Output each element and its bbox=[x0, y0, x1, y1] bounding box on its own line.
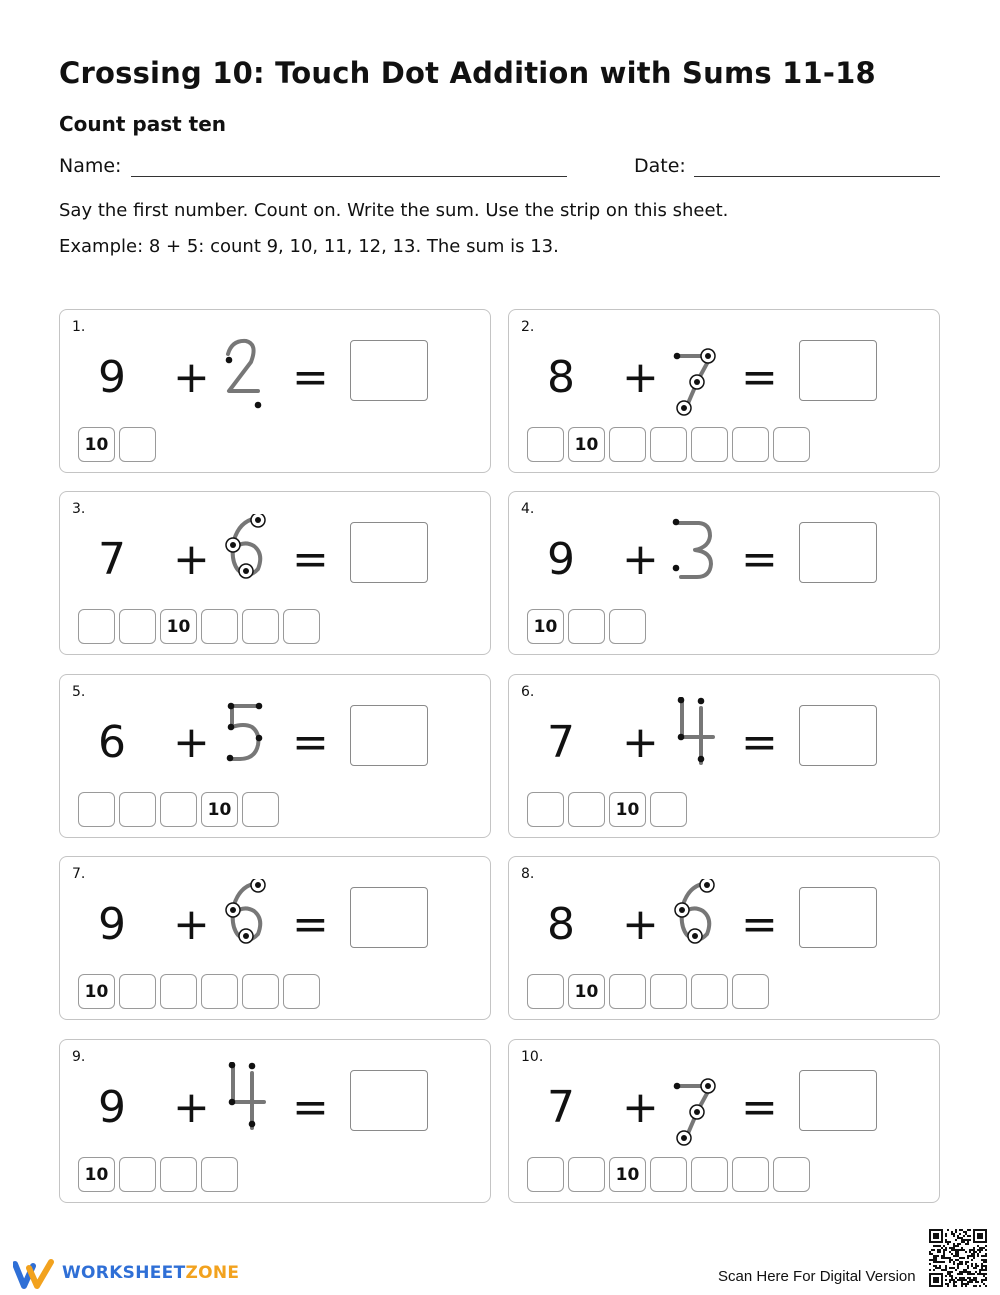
strip-box[interactable] bbox=[568, 1157, 605, 1192]
strip-box[interactable]: 10 bbox=[568, 427, 605, 462]
first-addend: 7 bbox=[547, 1082, 575, 1133]
brand-name bbox=[62, 1263, 239, 1283]
first-addend: 7 bbox=[547, 717, 575, 768]
equals-sign: = bbox=[292, 534, 329, 585]
plus-sign: + bbox=[622, 899, 659, 950]
problem-card bbox=[508, 674, 940, 838]
strip-box[interactable] bbox=[691, 974, 728, 1009]
worksheetzone-logo-icon bbox=[13, 1258, 55, 1292]
equals-sign: = bbox=[292, 899, 329, 950]
problem-card bbox=[59, 674, 491, 838]
problem-number: 5. bbox=[72, 684, 86, 700]
counting-strip bbox=[527, 427, 810, 462]
strip-box[interactable] bbox=[201, 974, 238, 1009]
strip-box[interactable] bbox=[773, 427, 810, 462]
strip-box[interactable]: 10 bbox=[568, 974, 605, 1009]
first-addend: 6 bbox=[98, 717, 126, 768]
problem-number: 1. bbox=[72, 319, 86, 335]
first-addend: 9 bbox=[98, 899, 126, 950]
date-label: Date: bbox=[634, 155, 686, 177]
equals-sign: = bbox=[741, 899, 778, 950]
plus-sign: + bbox=[173, 717, 210, 768]
strip-box[interactable] bbox=[527, 974, 564, 1009]
strip-box[interactable] bbox=[201, 1157, 238, 1192]
equals-sign: = bbox=[741, 1082, 778, 1133]
strip-box[interactable] bbox=[773, 1157, 810, 1192]
answer-box[interactable] bbox=[799, 340, 877, 401]
first-addend: 7 bbox=[98, 534, 126, 585]
strip-box[interactable]: 10 bbox=[609, 792, 646, 827]
problem-card bbox=[508, 1039, 940, 1203]
plus-sign: + bbox=[173, 899, 210, 950]
strip-box[interactable]: 10 bbox=[78, 1157, 115, 1192]
strip-box[interactable] bbox=[242, 792, 279, 827]
strip-box[interactable] bbox=[283, 609, 320, 644]
counting-strip bbox=[527, 609, 646, 644]
strip-box[interactable] bbox=[691, 427, 728, 462]
answer-box[interactable] bbox=[350, 887, 428, 948]
strip-box[interactable] bbox=[119, 1157, 156, 1192]
counting-strip bbox=[78, 1157, 238, 1192]
problem-card bbox=[59, 491, 491, 655]
example-text: Example: 8 + 5: count 9, 10, 11, 12, 13. The sum is 13. bbox=[59, 236, 559, 257]
strip-box[interactable] bbox=[732, 974, 769, 1009]
answer-box[interactable] bbox=[799, 887, 877, 948]
first-addend: 9 bbox=[98, 352, 126, 403]
strip-box[interactable] bbox=[201, 609, 238, 644]
strip-box[interactable] bbox=[119, 427, 156, 462]
plus-sign: + bbox=[622, 352, 659, 403]
answer-box[interactable] bbox=[799, 705, 877, 766]
problem-card bbox=[508, 309, 940, 473]
strip-box[interactable] bbox=[527, 792, 564, 827]
plus-sign: + bbox=[173, 1082, 210, 1133]
strip-box[interactable] bbox=[119, 974, 156, 1009]
touch-dot-digit-6 bbox=[220, 879, 276, 963]
strip-box[interactable]: 10 bbox=[78, 974, 115, 1009]
problem-card bbox=[59, 1039, 491, 1203]
equals-sign: = bbox=[741, 717, 778, 768]
strip-box[interactable] bbox=[527, 1157, 564, 1192]
first-addend: 8 bbox=[547, 352, 575, 403]
strip-box[interactable] bbox=[650, 974, 687, 1009]
answer-box[interactable] bbox=[799, 522, 877, 583]
counting-strip bbox=[78, 792, 279, 827]
plus-sign: + bbox=[173, 534, 210, 585]
answer-box[interactable] bbox=[799, 1070, 877, 1131]
strip-box[interactable] bbox=[568, 609, 605, 644]
problem-number: 4. bbox=[521, 501, 535, 517]
strip-box[interactable] bbox=[78, 609, 115, 644]
plus-sign: + bbox=[622, 534, 659, 585]
brand-part-1: WORKSHEET bbox=[62, 1263, 186, 1283]
strip-box[interactable] bbox=[691, 1157, 728, 1192]
strip-box[interactable] bbox=[160, 792, 197, 827]
touch-dot-digit-2 bbox=[220, 332, 276, 416]
strip-box[interactable] bbox=[283, 974, 320, 1009]
problem-number: 7. bbox=[72, 866, 86, 882]
problem-card bbox=[59, 856, 491, 1020]
problem-card bbox=[508, 491, 940, 655]
equals-sign: = bbox=[292, 717, 329, 768]
strip-box[interactable] bbox=[119, 609, 156, 644]
strip-box[interactable] bbox=[732, 427, 769, 462]
name-label: Name: bbox=[59, 155, 122, 177]
strip-box[interactable] bbox=[160, 1157, 197, 1192]
first-addend: 9 bbox=[547, 534, 575, 585]
date-line[interactable] bbox=[694, 176, 940, 177]
problem-card bbox=[59, 309, 491, 473]
name-line[interactable] bbox=[131, 176, 567, 177]
touch-dot-digit-7 bbox=[669, 332, 725, 416]
strip-box[interactable] bbox=[609, 427, 646, 462]
answer-box[interactable] bbox=[350, 340, 428, 401]
strip-box[interactable] bbox=[160, 974, 197, 1009]
strip-box[interactable] bbox=[568, 792, 605, 827]
strip-box[interactable] bbox=[78, 792, 115, 827]
problem-number: 3. bbox=[72, 501, 86, 517]
strip-box[interactable] bbox=[527, 427, 564, 462]
strip-box[interactable] bbox=[650, 1157, 687, 1192]
counting-strip bbox=[527, 792, 687, 827]
worksheet-title: Crossing 10: Touch Dot Addition with Sums 11-18 bbox=[59, 56, 876, 90]
touch-dot-digit-5 bbox=[220, 697, 276, 781]
counting-strip bbox=[527, 974, 769, 1009]
scan-text: Scan Here For Digital Version bbox=[718, 1268, 916, 1285]
touch-dot-digit-6 bbox=[669, 879, 725, 963]
strip-box[interactable] bbox=[650, 427, 687, 462]
strip-box[interactable] bbox=[732, 1157, 769, 1192]
answer-box[interactable] bbox=[350, 1070, 428, 1131]
strip-box[interactable]: 10 bbox=[527, 609, 564, 644]
problem-card bbox=[508, 856, 940, 1020]
plus-sign: + bbox=[622, 1082, 659, 1133]
first-addend: 9 bbox=[98, 1082, 126, 1133]
touch-dot-digit-6 bbox=[220, 514, 276, 598]
answer-box[interactable] bbox=[350, 705, 428, 766]
touch-dot-digit-7 bbox=[669, 1062, 725, 1146]
instruction-text: Say the first number. Count on. Write the sum. Use the strip on this sheet. bbox=[59, 200, 729, 221]
counting-strip bbox=[78, 609, 320, 644]
counting-strip bbox=[78, 974, 320, 1009]
equals-sign: = bbox=[292, 352, 329, 403]
strip-box[interactable] bbox=[119, 792, 156, 827]
plus-sign: + bbox=[173, 352, 210, 403]
equals-sign: = bbox=[741, 352, 778, 403]
strip-box[interactable]: 10 bbox=[201, 792, 238, 827]
strip-box[interactable]: 10 bbox=[160, 609, 197, 644]
strip-box[interactable] bbox=[242, 974, 279, 1009]
problem-number: 2. bbox=[521, 319, 535, 335]
strip-box[interactable] bbox=[650, 792, 687, 827]
strip-box[interactable] bbox=[609, 609, 646, 644]
equals-sign: = bbox=[741, 534, 778, 585]
strip-box[interactable]: 10 bbox=[609, 1157, 646, 1192]
answer-box[interactable] bbox=[350, 522, 428, 583]
touch-dot-digit-4 bbox=[669, 697, 725, 781]
problem-number: 9. bbox=[72, 1049, 86, 1065]
worksheet-subtitle: Count past ten bbox=[59, 112, 227, 136]
brand-part-2: ZONE bbox=[185, 1263, 240, 1283]
strip-box[interactable] bbox=[242, 609, 279, 644]
qr-code-icon[interactable] bbox=[929, 1229, 987, 1287]
plus-sign: + bbox=[622, 717, 659, 768]
strip-box[interactable]: 10 bbox=[78, 427, 115, 462]
strip-box[interactable] bbox=[609, 974, 646, 1009]
problem-number: 10. bbox=[521, 1049, 544, 1065]
counting-strip bbox=[78, 427, 156, 462]
problem-number: 6. bbox=[521, 684, 535, 700]
touch-dot-digit-3 bbox=[669, 514, 725, 598]
counting-strip bbox=[527, 1157, 810, 1192]
first-addend: 8 bbox=[547, 899, 575, 950]
problem-number: 8. bbox=[521, 866, 535, 882]
touch-dot-digit-4 bbox=[220, 1062, 276, 1146]
equals-sign: = bbox=[292, 1082, 329, 1133]
